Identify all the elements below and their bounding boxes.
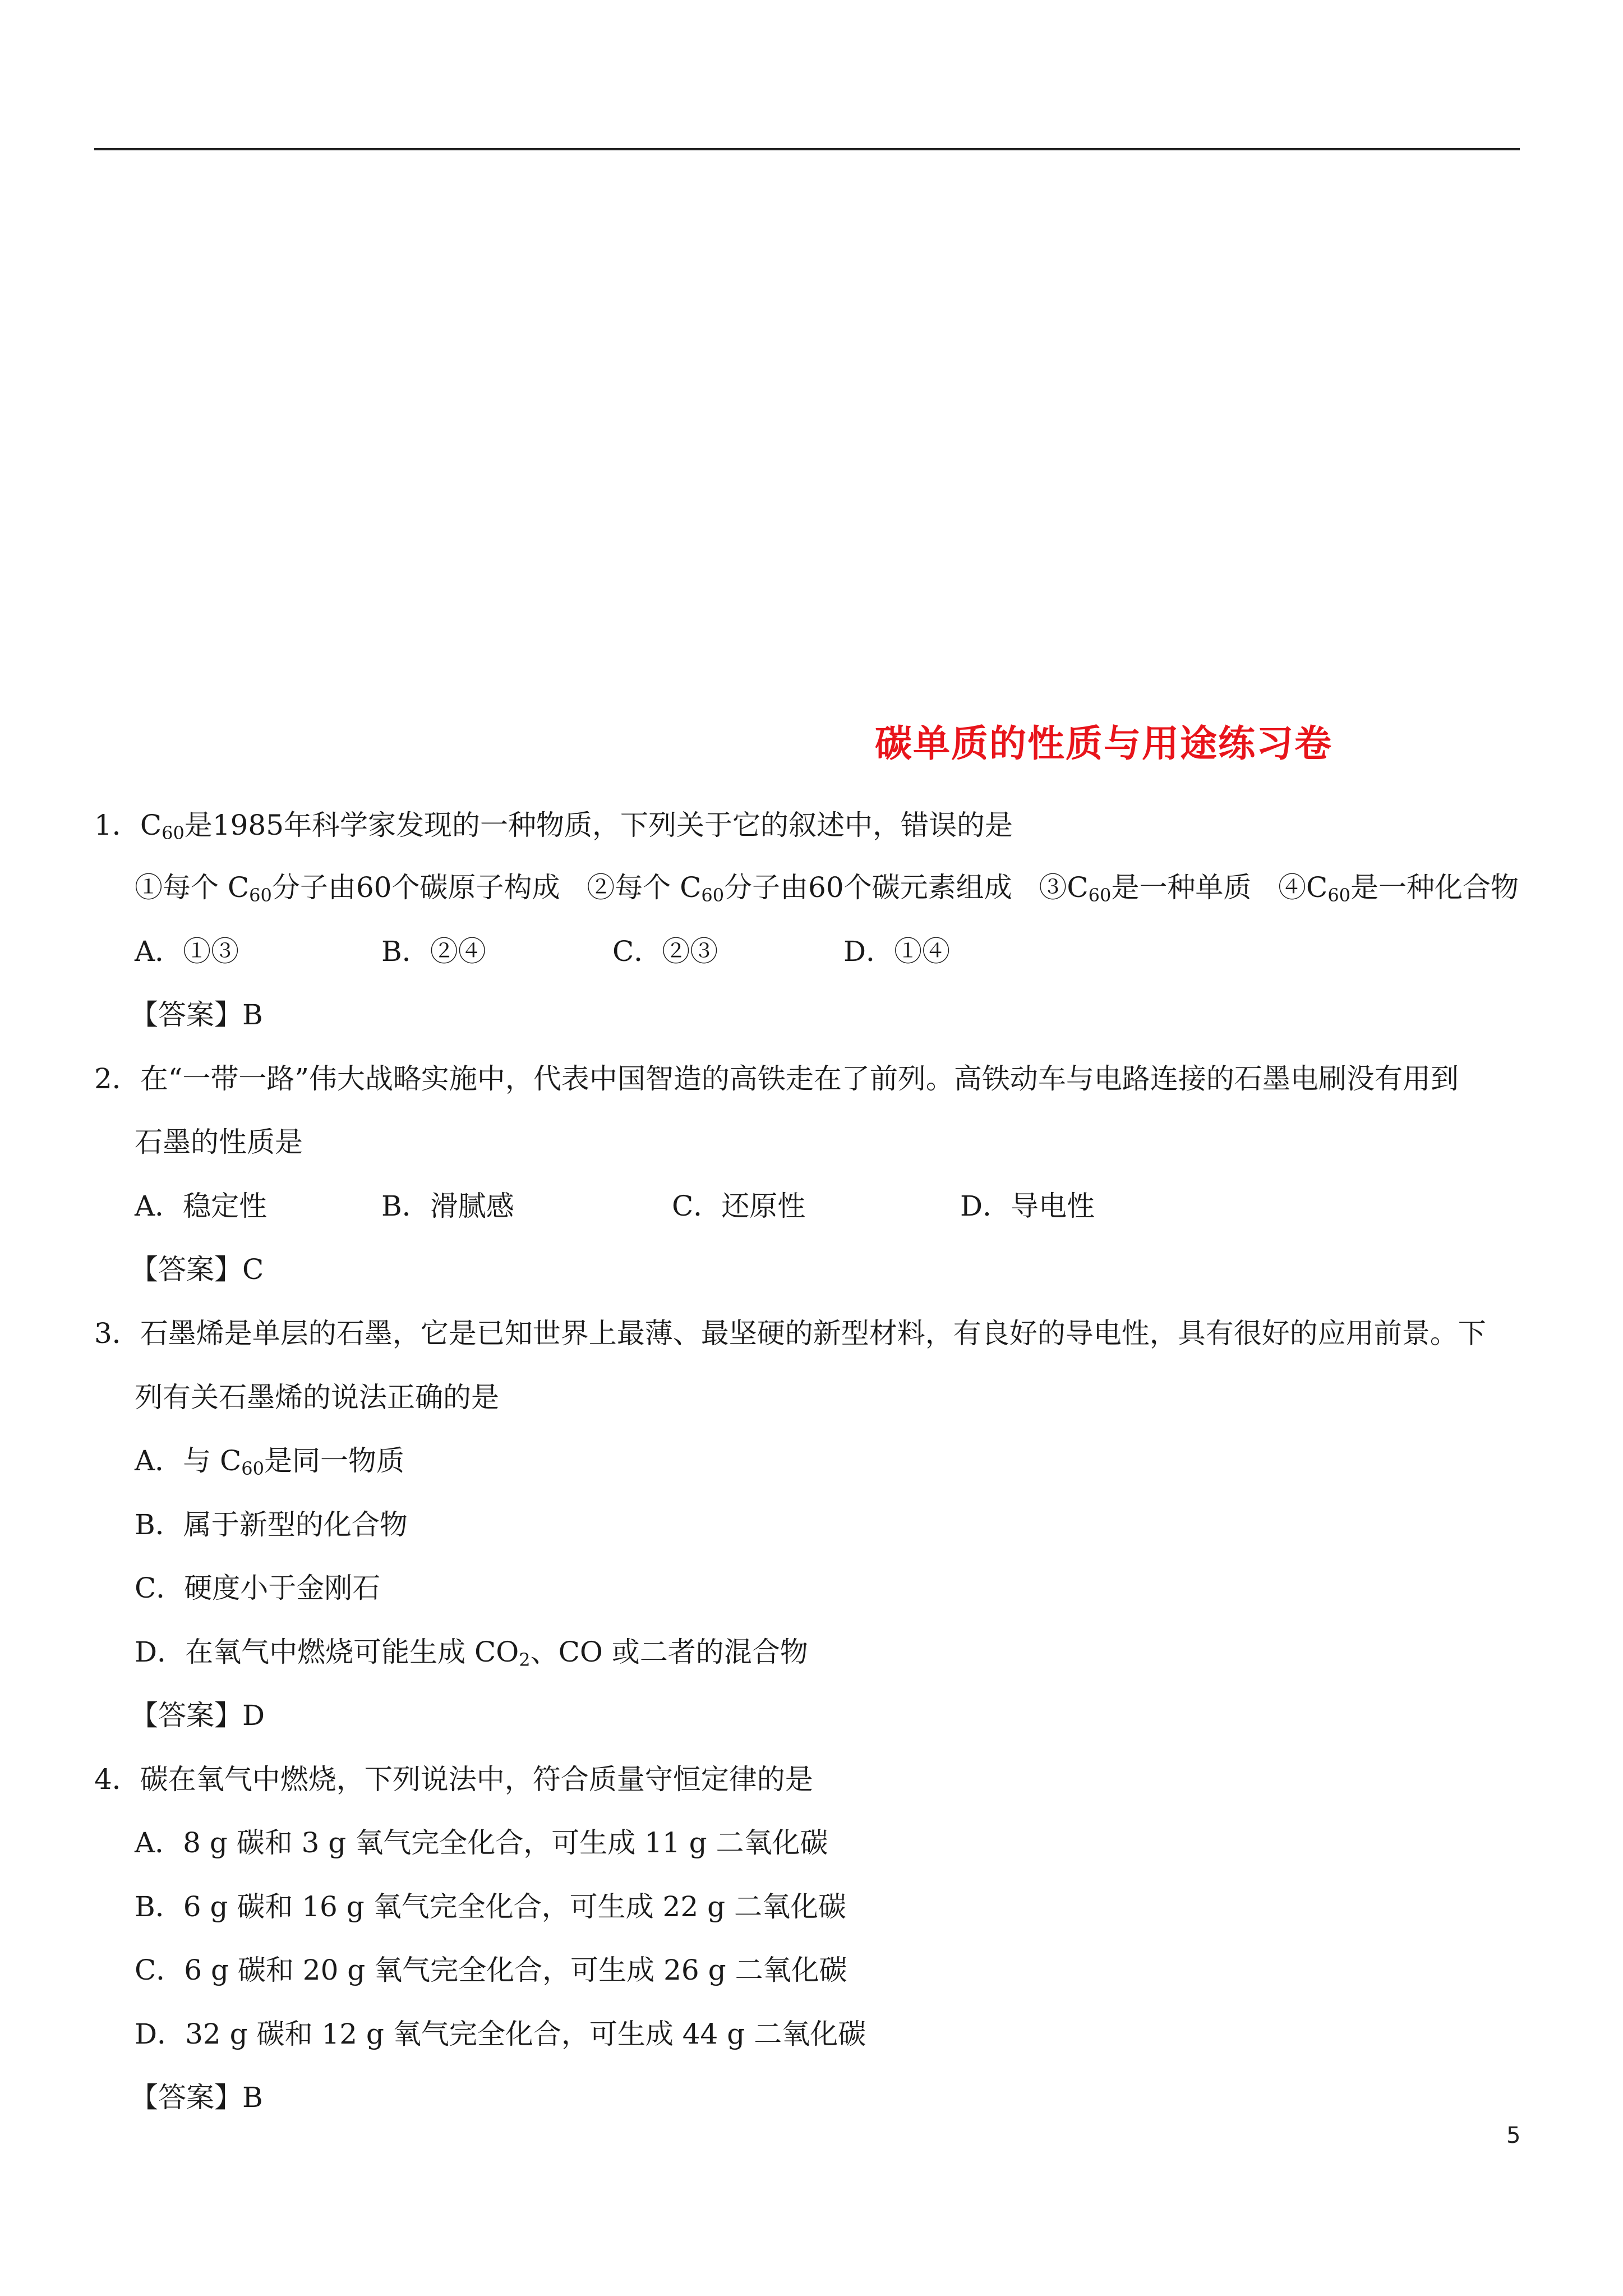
statement-2: ②每个 $C_{60}$分子由60个碳元素组成	[587, 871, 1012, 906]
question-3-option-a: A．与 $C_{60}$是同一物质	[135, 1444, 404, 1479]
question-2-option-b: B．滑腻感	[381, 1190, 514, 1222]
question-2-option-d: D．导电性	[960, 1190, 1095, 1222]
question-2-stem-line-1: 2．在“一带一路”伟大战略实施中，代表中国智造的高铁走在了前列。高铁动车与电路连接的石墨电刷没有用到	[94, 1062, 1459, 1095]
question-3-option-d: D．在氧气中燃烧可能生成 $CO_2$、CO 或二者的混合物	[135, 1636, 808, 1671]
question-3-stem-line-1: 3．石墨烯是单层的石墨，它是已知世界上最薄、最坚硬的新型材料，有良好的导电性，具有很好的应用前景。下	[94, 1317, 1486, 1350]
question-2-option-c: C．还原性	[672, 1190, 806, 1222]
statement-3: $③C_{60}$是一种单质	[1039, 871, 1252, 906]
question-4-option-b: B．6 g 碳和 16 g 氧气完全化合，可生成 22 g 二氧化碳	[135, 1890, 846, 1923]
page-number: 5	[1506, 2123, 1521, 2148]
statement-1: ①每个 $C_{60}$分子由60个碳原子构成	[135, 871, 560, 906]
question-1-stem: 1．$C_{60}$是1985年科学家发现的一种物质，下列关于它的叙述中，错误的是	[94, 809, 1013, 844]
question-4-option-a: A．8 g 碳和 3 g 氧气完全化合，可生成 11 g 二氧化碳	[135, 1826, 828, 1859]
question-3-option-b: B．属于新型的化合物	[135, 1508, 408, 1541]
question-4-answer: 【答案】B	[130, 2081, 263, 2114]
question-3-answer: 【答案】D	[130, 1699, 265, 1732]
question-2-stem-line-2: 石墨的性质是	[135, 1126, 303, 1158]
question-4-option-c: C．6 g 碳和 20 g 氧气完全化合，可生成 26 g 二氧化碳	[135, 1954, 847, 1986]
question-1-option-a: A．①③	[135, 935, 239, 968]
question-1-answer: 【答案】B	[130, 999, 263, 1031]
statement-4: $④C_{60}$是一种化合物	[1278, 871, 1519, 906]
header-rule	[94, 148, 1520, 150]
question-1-option-b: B．②④	[381, 935, 486, 968]
question-2-option-a: A．稳定性	[135, 1190, 268, 1222]
question-3-stem-line-2: 列有关石墨烯的说法正确的是	[135, 1381, 499, 1414]
question-3-option-c: C．硬度小于金刚石	[135, 1572, 381, 1604]
page-title: 碳单质的性质与用途练习卷	[875, 721, 1332, 765]
question-2-answer: 【答案】C	[130, 1253, 264, 1286]
question-4-option-d: D．32 g 碳和 12 g 氧气完全化合，可生成 44 g 二氧化碳	[135, 2018, 866, 2050]
question-1-statements	[135, 871, 1519, 906]
question-1-option-d: D．①④	[843, 935, 951, 968]
question-4-stem: 4．碳在氧气中燃烧，下列说法中，符合质量守恒定律的是	[94, 1763, 813, 1796]
question-1-option-c: C．②③	[612, 935, 718, 968]
